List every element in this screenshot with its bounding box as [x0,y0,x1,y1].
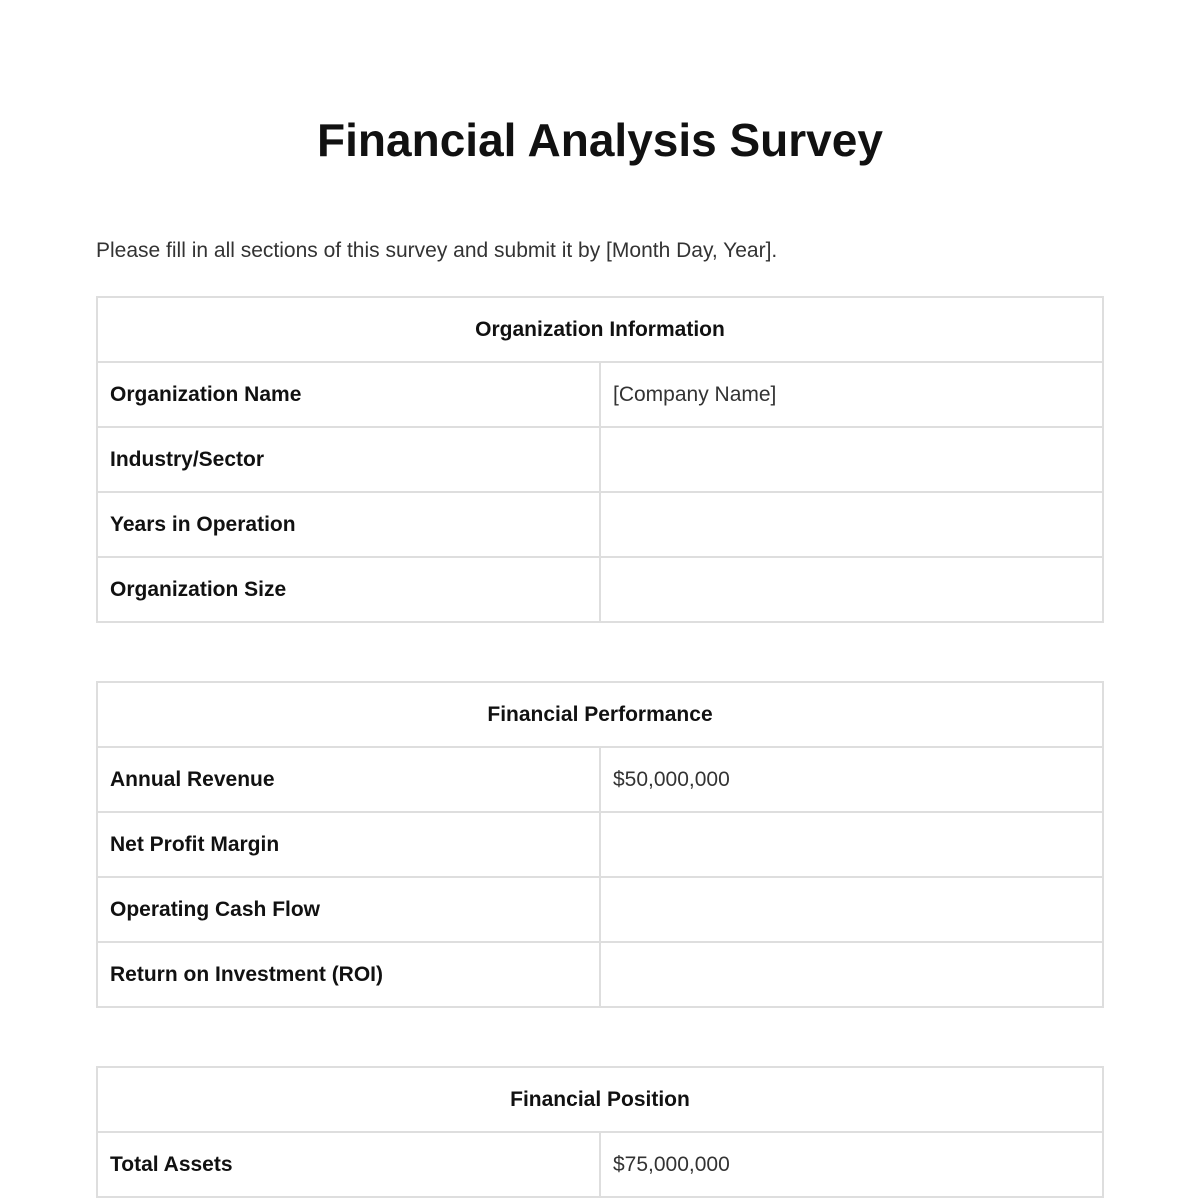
table-row [97,427,1103,492]
field-value[interactable] [600,812,1103,877]
section-table [96,681,1104,1008]
field-label: Total Assets [97,1132,600,1197]
field-label: Return on Investment (ROI) [97,942,600,1007]
table-row [97,877,1103,942]
field-label: Years in Operation [97,492,600,557]
field-value[interactable] [600,942,1103,1007]
field-label: Net Profit Margin [97,812,600,877]
table-row [97,557,1103,622]
table-row [97,362,1103,427]
table-row [97,812,1103,877]
section-heading: Financial Performance [97,682,1103,747]
section-heading: Financial Position [97,1067,1103,1132]
table-row [97,1132,1103,1197]
field-value[interactable] [600,557,1103,622]
field-value[interactable] [600,492,1103,557]
field-value[interactable]: $75,000,000 [600,1132,1103,1197]
field-label: Annual Revenue [97,747,600,812]
field-value[interactable]: $50,000,000 [600,747,1103,812]
field-label: Operating Cash Flow [97,877,600,942]
intro-text: Please fill in all sections of this survey and submit it by [Month Day, Year]. [96,239,778,262]
page-title: Financial Analysis Survey [317,114,883,166]
field-label: Industry/Sector [97,427,600,492]
field-label: Organization Size [97,557,600,622]
section-table [96,1066,1104,1198]
section-heading: Organization Information [97,297,1103,362]
table-row [97,492,1103,557]
table-row [97,942,1103,1007]
field-label: Organization Name [97,362,600,427]
field-value[interactable] [600,427,1103,492]
field-value[interactable]: [Company Name] [600,362,1103,427]
table-row [97,747,1103,812]
field-value[interactable] [600,877,1103,942]
section-table [96,296,1104,623]
